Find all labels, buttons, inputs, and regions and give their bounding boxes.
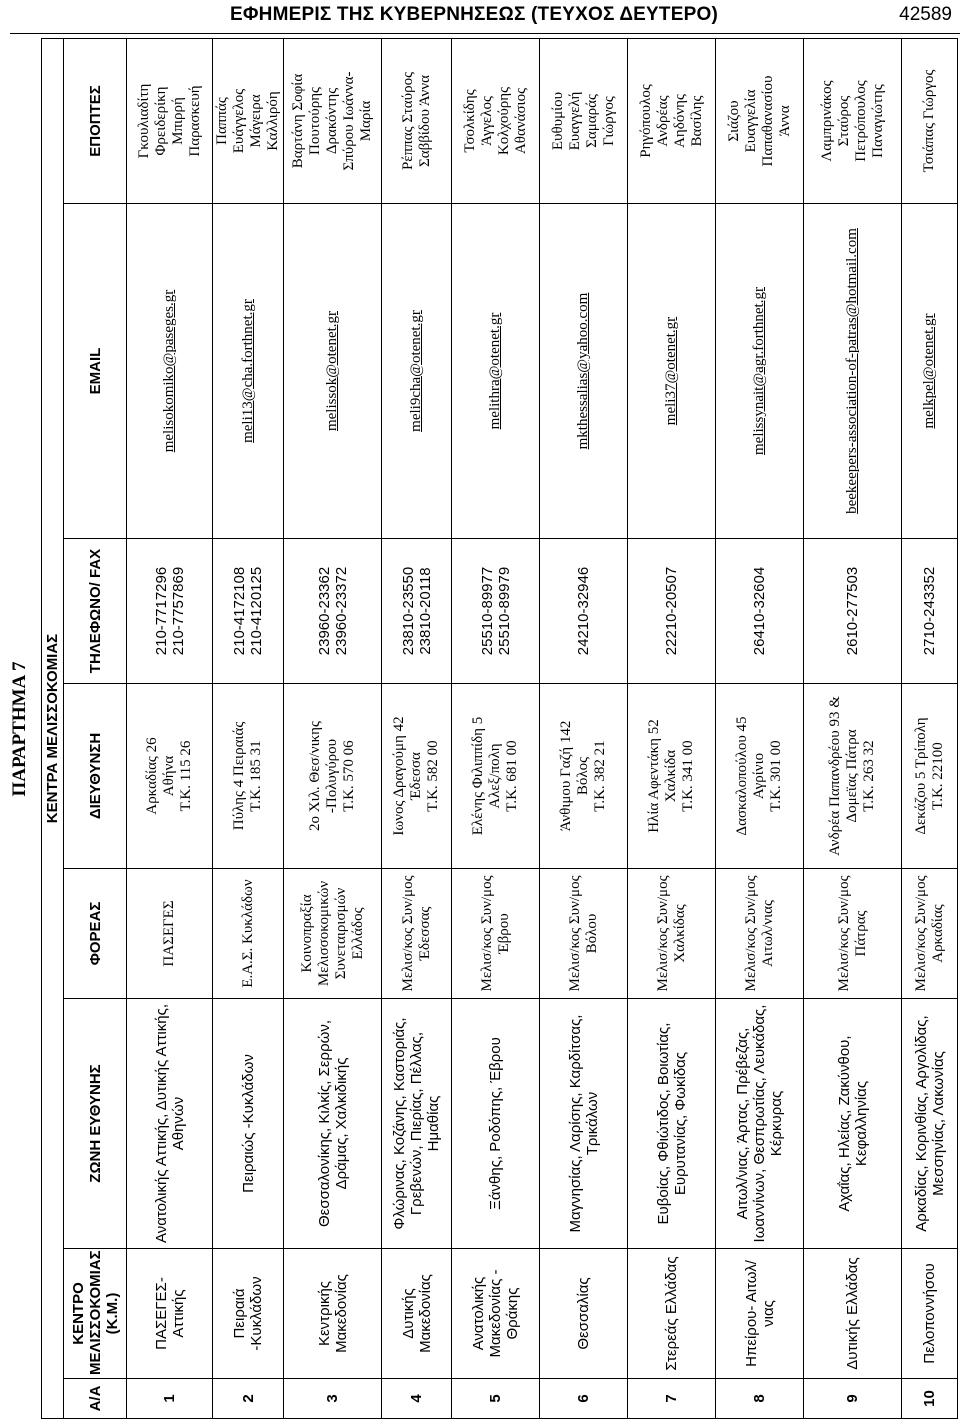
column-header: ΔΙΕΥΘΥΝΣΗ (64, 684, 127, 869)
center-name: ΠΑΣΕΓΕΣ- Αττικής (127, 1249, 213, 1379)
responsibility-zone: Θεσσαλονίκης, Κιλκίς, Σερρών, Δράμας, Χαλκιδικής (284, 999, 382, 1249)
organization: Κοινοπραξία Μελισσοκομικών Συνεταιρισμών Ελλάδος (284, 869, 382, 999)
table-header-row (64, 39, 127, 1419)
row-number: 6 (540, 1379, 628, 1419)
responsibility-zone: Φλώρινας, Κοζάνης, Καστοριάς, Γρεβενών, Πιερίας, Πέλλας, Ημαθίας (382, 999, 452, 1249)
email-link[interactable]: mkthessalias@yahoo.com (540, 204, 628, 539)
responsibility-zone: Αιτωλ/νιας, Άρτας, Πρέβεζας, Ιωαννίνων, Θεσπρωτίας, Λευκάδας, Κέρκυρας (716, 999, 804, 1249)
email-link[interactable]: beekeepers-association-of-patras@hotmail.com (804, 204, 902, 539)
row-number: 9 (804, 1379, 902, 1419)
address: Δεκάζου 5 Τρίπολη Τ.Κ. 22100 (902, 684, 958, 869)
row-number: 10 (902, 1379, 958, 1419)
center-name: Πειραιά -Κυκλάδων (213, 1249, 284, 1379)
email-link[interactable]: melisokomiko@paseges.gr (127, 204, 213, 539)
column-header: ΤΗΛΕΦΩΝΟ/ FAX (64, 539, 127, 684)
center-name: Στερεάς Ελλάδας (628, 1249, 716, 1379)
table-group-header-row (42, 39, 64, 1419)
organization: Μελισ/κος Συν/μος Έδεσσας (382, 869, 452, 999)
organization: Μελισ/κος Συν/μος Βόλου (540, 869, 628, 999)
responsibility-zone: Αρκαδίας, Κορινθίας, Αργολίδας, Μεσσηνίας, Λακωνίας (902, 999, 958, 1249)
organization: Ε.Α.Σ. Κυκλάδων (213, 869, 284, 999)
email-link[interactable]: melissok@otenet.gr (284, 204, 382, 539)
address: Αρκαδίας 26 Αθήνα Τ.Κ. 115 26 (127, 684, 213, 869)
page-number: 42589 (899, 4, 952, 25)
supervisors: Τσολκίδης Άγγελος Κολχούρης Αθανάσιος (452, 39, 540, 204)
supervisors: Τσιάπας Γιώργος (902, 39, 958, 204)
table-row (716, 39, 804, 1419)
row-number: 8 (716, 1379, 804, 1419)
organization: Μελισ/κος Συν/μος Πάτρας (804, 869, 902, 999)
column-header: ΚΕΝΤΡΟ ΜΕΛΙΣΣΟΚΟΜΙΑΣ (Κ.Μ.) (64, 1249, 127, 1379)
organization: Μελισ/κος Συν/μος Αιτωλ/νιας (716, 869, 804, 999)
phone-fax: 2710-243352 (902, 539, 958, 684)
address: Ιωνος Δραγούμη 42 Έδεσσα Τ.Κ. 582 00 (382, 684, 452, 869)
annex-title: ΠΑΡΑΡΤΗΜΑ 7 (9, 661, 30, 797)
responsibility-zone: Μαγνησίας, Λαρίσης, Καρδίτσας, Τρικάλων (540, 999, 628, 1249)
phone-fax: 25510-89977 25510-89979 (452, 539, 540, 684)
table-row (382, 39, 452, 1419)
column-header: Α/Α (64, 1379, 127, 1419)
table-row (213, 39, 284, 1419)
gazette-title: ΕΦΗΜΕΡΙΣ ΤΗΣ ΚΥΒΕΡΝΗΣΕΩΣ (ΤΕΥΧΟΣ ΔΕΥΤΕΡΟ) (230, 4, 718, 25)
organization: Μελισ/κος Συν/μος Χαλκίδας (628, 869, 716, 999)
phone-fax: 210-4172108 210-4120125 (213, 539, 284, 684)
center-name: Πελοποννήσου (902, 1249, 958, 1379)
column-header: ΦΟΡΕΑΣ (64, 869, 127, 999)
beekeeping-centers-table (41, 38, 958, 1419)
responsibility-zone: Πειραιώς -Κυκλάδων (213, 999, 284, 1249)
responsibility-zone: Ευβοίας, Φθιώτιδος, Βοιωτίας, Ευρυτανίας, Φωκίδας (628, 999, 716, 1249)
email-link[interactable]: melissynait@agr.forthnet.gr (716, 204, 804, 539)
supervisors: Παππάς Ευάγγελος Μάγειρα Καλλιρόη (213, 39, 284, 204)
responsibility-zone: Ξάνθης, Ροδόπης, Έβρου (452, 999, 540, 1249)
row-number: 7 (628, 1379, 716, 1419)
phone-fax: 2610-277503 (804, 539, 902, 684)
email-link[interactable]: melithra@otenet.gr (452, 204, 540, 539)
phone-fax: 23810-23550 23810-20118 (382, 539, 452, 684)
address: Δασκαλοπούλου 45 Αγρίνιο Τ.Κ. 301 00 (716, 684, 804, 869)
center-name: Ανατολικής Μακεδονίας - Θράκης (452, 1249, 540, 1379)
table-row (804, 39, 902, 1419)
phone-fax: 22210-20507 (628, 539, 716, 684)
email-link[interactable]: meli9cha@otenet.gr (382, 204, 452, 539)
center-name: Δυτικής Ελλάδας (804, 1249, 902, 1379)
center-name: Θεσσαλίας (540, 1249, 628, 1379)
address: Ηλία Αφεντάκη 52 Χαλκίδα Τ.Κ. 341 00 (628, 684, 716, 869)
responsibility-zone: Ανατολικής Αττικής, Δυτικής Αττικής, Αθηνών (127, 999, 213, 1249)
phone-fax: 26410-32604 (716, 539, 804, 684)
organization: ΠΑΣΕΓΕΣ (127, 869, 213, 999)
table-row (452, 39, 540, 1419)
email-link[interactable]: meli13@cha.forthnet.gr (213, 204, 284, 539)
supervisors: Βαρτάνη Σοφία Πουτούρης Δρακόντης Σπύρου Ιωάννα- Μαρία (284, 39, 382, 204)
row-number: 3 (284, 1379, 382, 1419)
phone-fax: 24210-32946 (540, 539, 628, 684)
table-group-title: ΚΕΝΤΡΑ ΜΕΛΙΣΣΟΚΟΜΙΑΣ (42, 39, 64, 1419)
supervisors: Ρηγόπουλος Ανδρέας Αηδόνης Βασίλης (628, 39, 716, 204)
address: 2ο Χιλ. Θεσ/νικης -Πολυγύρου Τ.Κ. 570 06 (284, 684, 382, 869)
supervisors: Λαμπρινάκος Σταύρος Πετρόπουλος Παναγιώτης (804, 39, 902, 204)
address: Ανδρέα Παπανδρέου 93 & Δομεϊας Πάτρα Τ.Κ. 263 32 (804, 684, 902, 869)
row-number: 4 (382, 1379, 452, 1419)
email-link[interactable]: meli37@otenet.gr (628, 204, 716, 539)
row-number: 5 (452, 1379, 540, 1419)
supervisors: Ευθυμίου Ευαγγελή Σαμαράς Γιώργος (540, 39, 628, 204)
address: Ελένης Φιλιππίδη 5 Αλεξ/πολη Τ.Κ. 681 00 (452, 684, 540, 869)
gazette-header (0, 0, 960, 36)
supervisors: Γκουλιαδίτη Φρειδερίκη Μπιρρή Παρασκευή (127, 39, 213, 204)
table-row (628, 39, 716, 1419)
header-divider (10, 33, 960, 34)
supervisors: Ρέππας Σταύρος Σαββίδου Άννα (382, 39, 452, 204)
center-name: Δυτικής Μακεδονίας (382, 1249, 452, 1379)
rotated-page-content (5, 39, 955, 1419)
phone-fax: 210-7717296 210-7757869 (127, 539, 213, 684)
column-header: EMAIL (64, 204, 127, 539)
supervisors: Σιάζου Ευαγγελία Παπαθανασίου Άννα (716, 39, 804, 204)
column-header: ΖΩΝΗ ΕΥΘΥΝΗΣ (64, 999, 127, 1249)
table-row (127, 39, 213, 1419)
center-name: Κεντρικής Μακεδονίας (284, 1249, 382, 1379)
address: Πύλης 4 Πειραιάς Τ.Κ. 185 31 (213, 684, 284, 869)
responsibility-zone: Αχαΐας, Ηλείας, Ζακύνθου, Κεφαλληνίας (804, 999, 902, 1249)
address: Άνθιμου Γαζή 142 Βόλος Τ.Κ. 382 21 (540, 684, 628, 869)
row-number: 1 (127, 1379, 213, 1419)
center-name: Ηπείρου- Αιτωλ/νιας (716, 1249, 804, 1379)
row-number: 2 (213, 1379, 284, 1419)
organization: Μελισ/κος Συν/μος Αρκαδίας (902, 869, 958, 999)
table-row (902, 39, 958, 1419)
email-link[interactable]: melkpel@otenet.gr (902, 204, 958, 539)
column-header: ΕΠΟΠΤΕΣ (64, 39, 127, 204)
table-row (284, 39, 382, 1419)
table-body (127, 39, 958, 1419)
organization: Μελισ/κος Συν/μος Έβρου (452, 869, 540, 999)
phone-fax: 23960-23362 23960-23372 (284, 539, 382, 684)
table-row (540, 39, 628, 1419)
